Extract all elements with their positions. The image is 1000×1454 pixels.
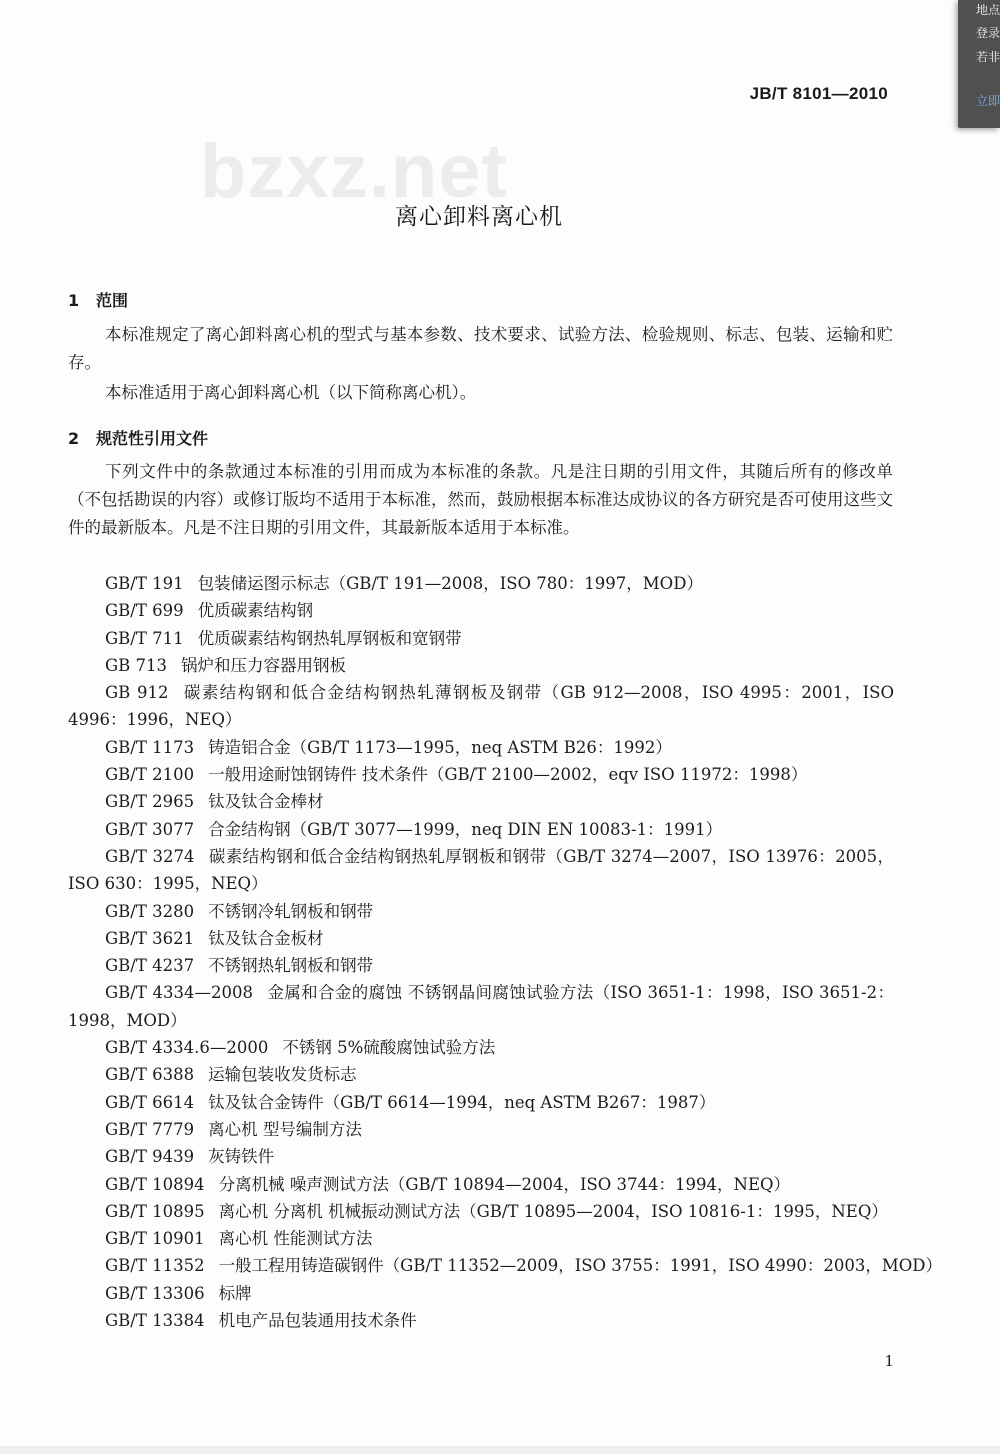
- reference-title: 离心机 分离机 机械振动测试方法（GB/T 10895—2004，ISO 10816-1：1995，NEQ）: [218, 1201, 888, 1221]
- section-1-title: 范围: [96, 291, 129, 310]
- reference-item: [68, 734, 898, 761]
- reference-item: [68, 1307, 898, 1334]
- reference-code: GB/T 10895: [105, 1201, 205, 1221]
- reference-item: [68, 1198, 898, 1225]
- reference-code: GB/T 13306: [105, 1283, 205, 1303]
- section-1-paragraph-2: 本标准适用于离心卸料离心机（以下简称离心机）。: [105, 383, 477, 402]
- reference-item: [68, 1280, 898, 1307]
- reference-title: 钛及钛合金铸件（GB/T 6614—1994，neq ASTM B267：1987）: [208, 1092, 716, 1112]
- reference-item: [68, 788, 898, 815]
- reference-title: 不锈钢 5%硫酸腐蚀试验方法: [282, 1038, 496, 1058]
- reference-code: GB/T 1173: [105, 737, 195, 757]
- reference-code: GB/T 3621: [105, 928, 195, 948]
- reference-title: 优质碳素结构钢: [197, 601, 314, 621]
- reference-title: 铸造铝合金（GB/T 1173—1995，neq ASTM B26：1992）: [208, 737, 672, 757]
- reference-code: GB 713: [105, 655, 168, 675]
- reference-item: [68, 898, 898, 925]
- reference-title: 包装储运图示标志（GB/T 191—2008，ISO 780：1997，MOD）: [197, 574, 703, 593]
- reference-code: GB/T 4334—2008: [105, 983, 253, 1003]
- reference-item: [68, 625, 898, 652]
- side-panel-link[interactable]: 立即: [976, 94, 1000, 108]
- reference-title: 分离机械 噪声测试方法（GB/T 10894—2004，ISO 3744：1994，NEQ）: [218, 1174, 791, 1194]
- reference-title: 灰铸铁件: [208, 1147, 275, 1167]
- reference-title: 钛及钛合金棒材: [208, 792, 324, 812]
- reference-title: 不锈钢热轧钢板和钢带: [208, 956, 374, 976]
- reference-item: [68, 1171, 898, 1198]
- reference-code: GB/T 711: [105, 628, 184, 648]
- reference-title: 运输包装收发货标志: [208, 1065, 357, 1085]
- reference-code: GB/T 7779: [105, 1119, 195, 1139]
- reference-item: [68, 816, 898, 843]
- reference-code: GB/T 11352: [105, 1256, 205, 1276]
- reference-item: [68, 652, 898, 679]
- section-2-title: 规范性引用文件: [96, 429, 209, 448]
- reference-title: 金属和合金的腐蚀 不锈钢晶间腐蚀试验方法（ISO 3651-1：1998，ISO 3651-2：1998，MOD）: [68, 983, 894, 1030]
- reference-code: GB/T 191: [105, 574, 184, 593]
- side-panel-text-2: 登录: [976, 26, 1000, 40]
- page-number: 1: [884, 1352, 894, 1370]
- section-2-heading: [68, 426, 208, 449]
- reference-title: 锅炉和压力容器用钢板: [181, 655, 347, 675]
- reference-title: 离心机 性能测试方法: [218, 1229, 373, 1249]
- reference-code: GB/T 6388: [105, 1065, 195, 1085]
- reference-title: 机电产品包装通用技术条件: [218, 1311, 417, 1331]
- reference-item: [68, 1252, 943, 1279]
- section-1-number: 1: [68, 291, 80, 310]
- reference-title: 钛及钛合金板材: [208, 928, 324, 948]
- reference-code: GB/T 3280: [105, 901, 195, 921]
- reference-code: GB/T 10901: [105, 1229, 205, 1249]
- section-2-intro: 下列文件中的条款通过本标准的引用而成为本标准的条款。凡是注日期的引用文件，其随后所有的修改单（不包括勘误的内容）或修订版均不适用于本标准，然而，鼓励根据本标准达成协议的各方研究是否可使用这些文件的最新版本。凡是不注日期的引用文件，其最新版本适用于本标准。: [68, 462, 893, 537]
- reference-item: [68, 1034, 898, 1061]
- reference-item: [68, 1089, 898, 1116]
- reference-code: GB/T 4334.6—2000: [105, 1038, 269, 1058]
- reference-code: GB/T 2100: [105, 765, 195, 785]
- reference-code: GB/T 3274: [105, 846, 195, 866]
- reference-item: [68, 1116, 898, 1143]
- reference-code: GB/T 4237: [105, 956, 195, 976]
- reference-item: [68, 570, 898, 597]
- reference-item: [68, 1143, 898, 1170]
- reference-item: [68, 925, 898, 952]
- section-1-heading: [68, 288, 128, 311]
- page-title: 离心卸料离心机: [395, 204, 563, 230]
- reference-title: 离心机 型号编制方法: [208, 1119, 362, 1139]
- reference-item: [68, 597, 898, 624]
- reference-title: 碳素结构钢和低合金结构钢热轧薄钢板及钢带（GB 912—2008，ISO 4995：2001，ISO 4996：1996，NEQ）: [68, 683, 894, 730]
- reference-item: [68, 952, 898, 979]
- side-login-panel: [958, 0, 1000, 128]
- reference-title: 优质碳素结构钢热轧厚钢板和宽钢带: [197, 628, 462, 648]
- reference-item: [68, 979, 894, 1034]
- reference-item: [68, 679, 894, 734]
- reference-code: GB/T 9439: [105, 1147, 195, 1167]
- reference-title: 合金结构钢（GB/T 3077—1999，neq DIN EN 10083-1：1991）: [208, 819, 723, 839]
- reference-code: GB 912: [105, 683, 169, 703]
- reference-item: [68, 1061, 898, 1088]
- reference-item: [68, 843, 894, 898]
- reference-title: 一般用途耐蚀钢铸件 技术条件（GB/T 2100—2002，eqv ISO 11972：1998）: [208, 765, 808, 785]
- side-panel-text-1: 地点: [976, 3, 1000, 17]
- section-2-number: 2: [68, 429, 80, 448]
- reference-code: GB/T 10894: [105, 1174, 205, 1194]
- reference-title: 一般工程用铸造碳钢件（GB/T 11352—2009，ISO 3755：1991，ISO 4990：2003，MOD）: [218, 1256, 943, 1276]
- reference-code: GB/T 6614: [105, 1092, 195, 1112]
- reference-code: GB/T 3077: [105, 819, 195, 839]
- reference-title: 碳素结构钢和低合金结构钢热轧厚钢板和钢带（GB/T 3274—2007，ISO 13976：2005，ISO 630：1995，NEQ）: [68, 846, 895, 894]
- reference-item: [68, 1225, 898, 1252]
- reference-code: GB/T 699: [105, 601, 184, 621]
- document-code: JB/T 8101—2010: [749, 84, 888, 103]
- side-panel-text-3: 若非: [976, 50, 1000, 64]
- reference-list: [68, 570, 943, 1334]
- watermark: bzxz.net: [200, 129, 508, 214]
- section-1-paragraph-1: 本标准规定了离心卸料离心机的型式与基本参数、技术要求、试验方法、检验规则、标志、包装、运输和贮存。: [68, 325, 893, 372]
- bottom-scroll-strip: [0, 1446, 1000, 1454]
- reference-code: GB/T 13384: [105, 1311, 205, 1331]
- reference-code: GB/T 2965: [105, 792, 195, 812]
- reference-title: 不锈钢冷轧钢板和钢带: [208, 901, 374, 921]
- reference-item: [68, 761, 898, 788]
- reference-title: 标牌: [218, 1283, 252, 1303]
